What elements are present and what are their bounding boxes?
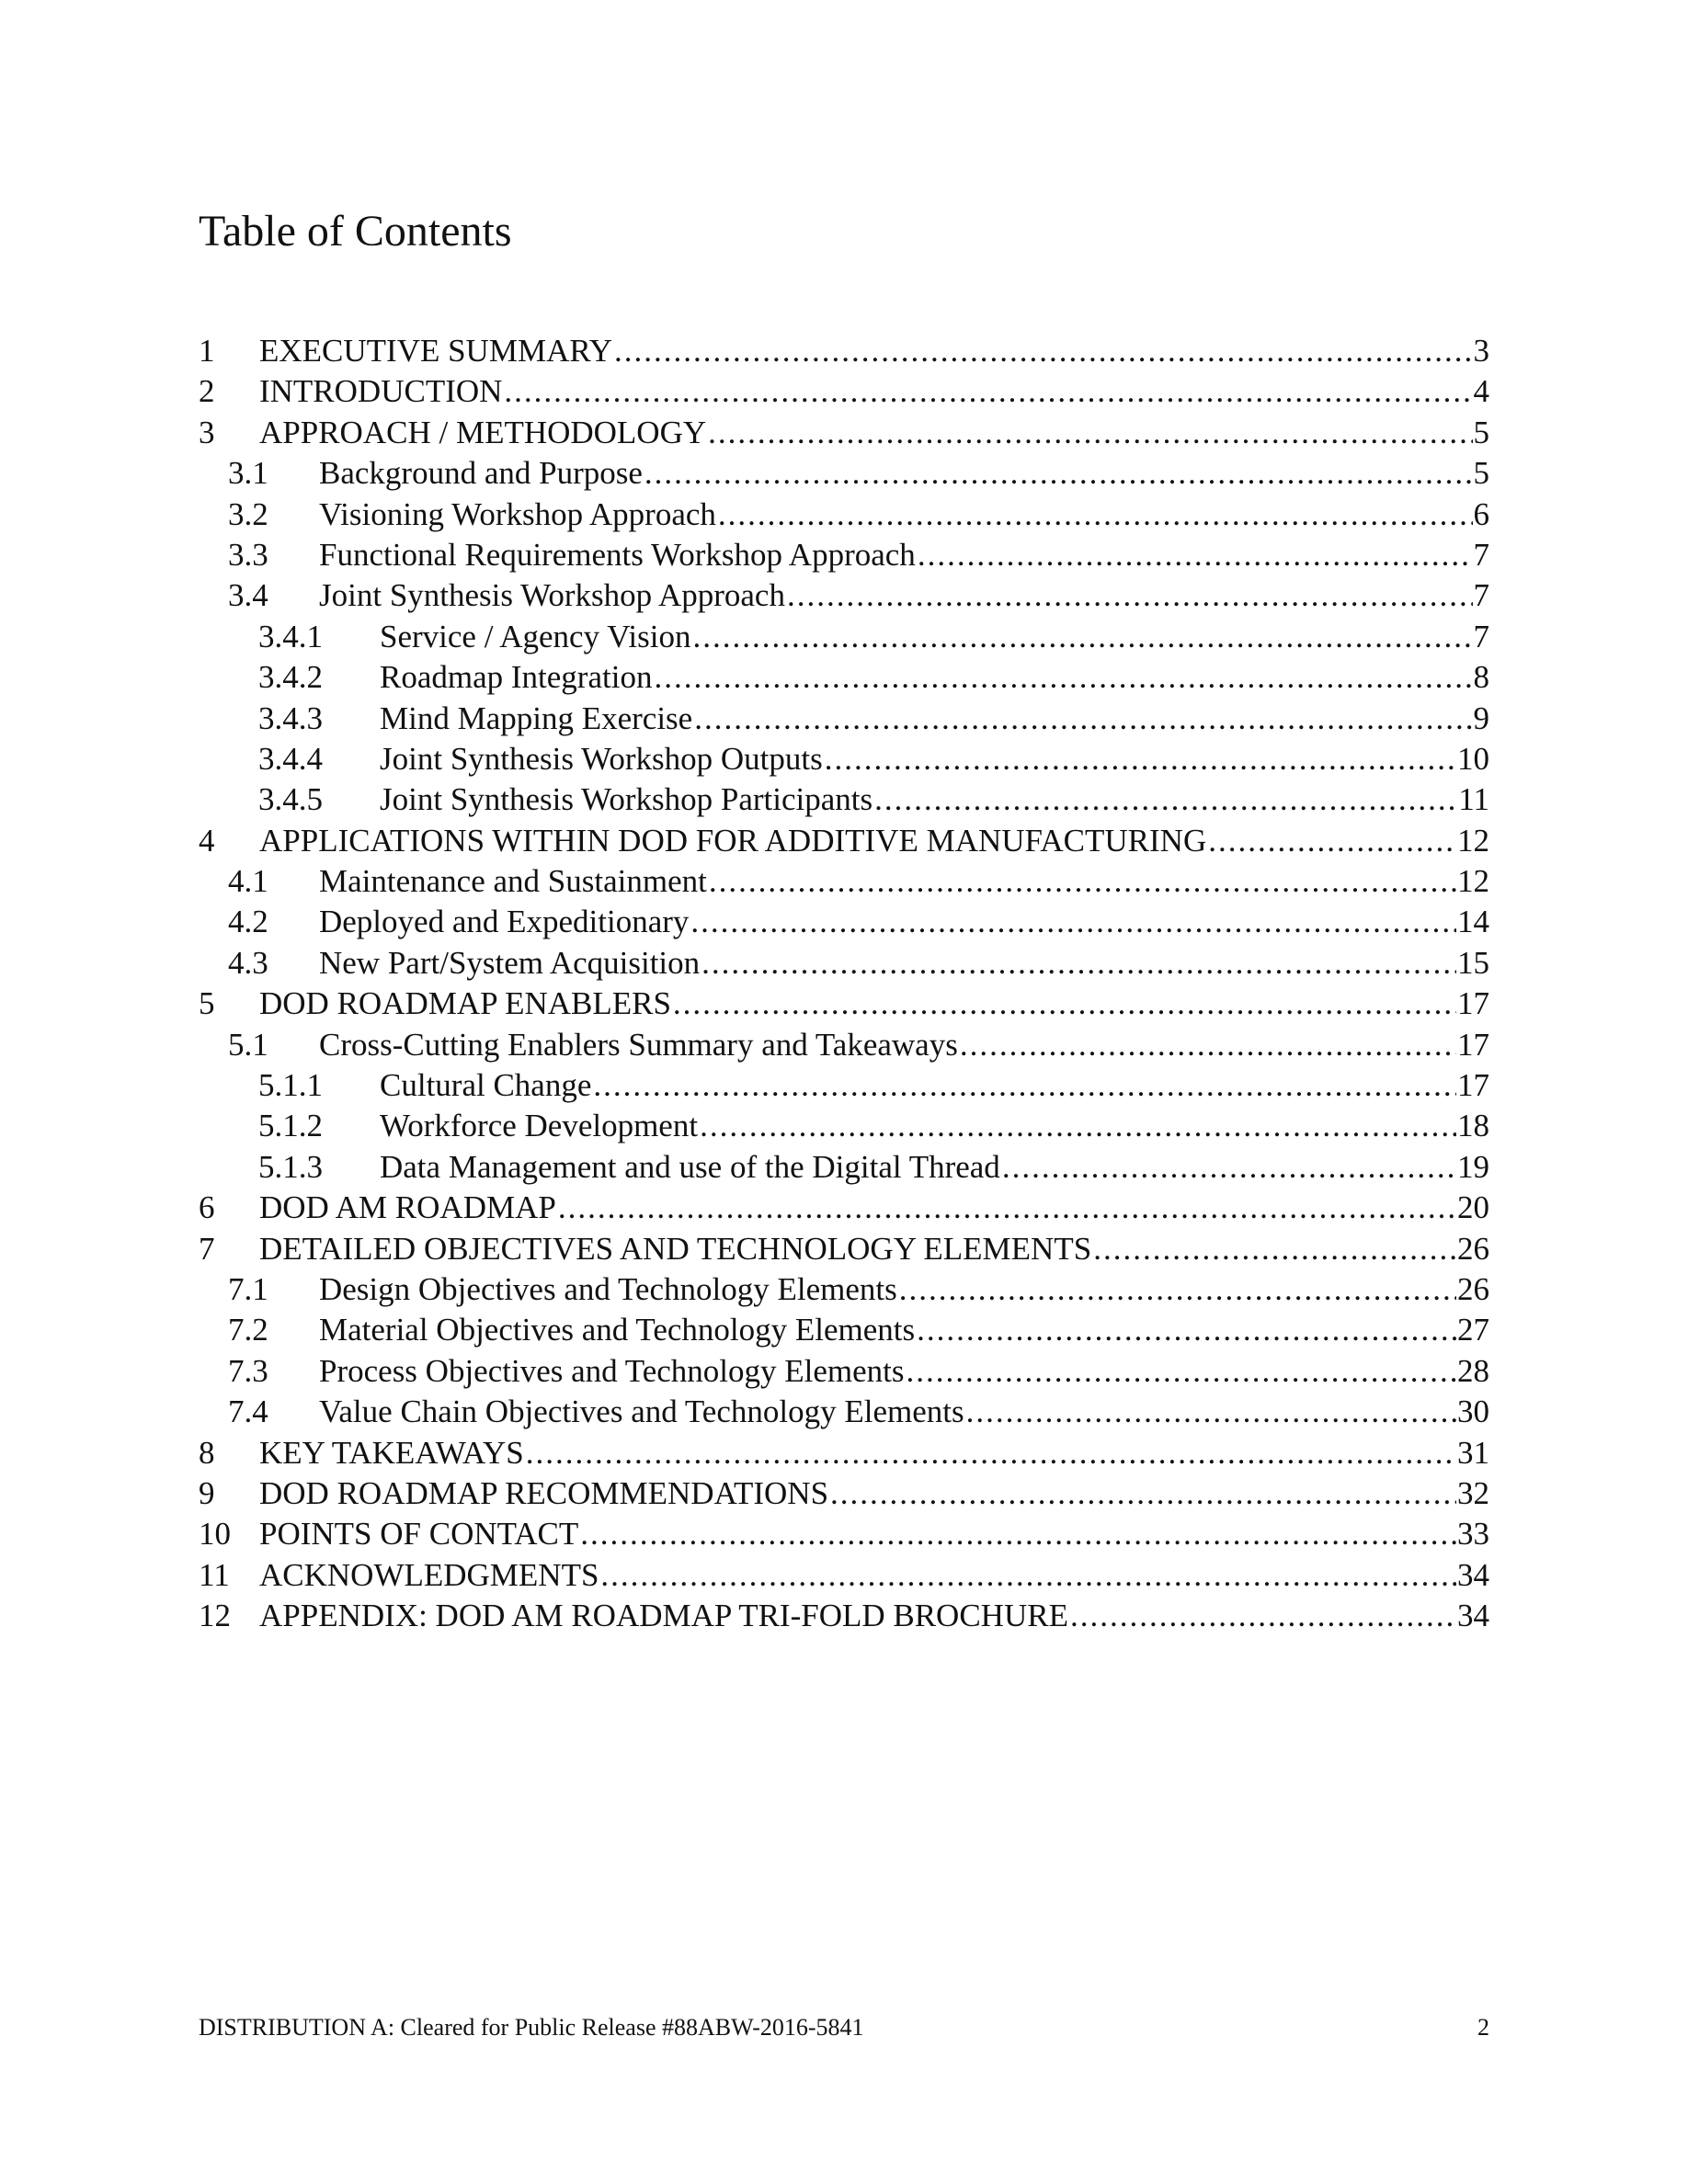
toc-entry-line — [259, 1555, 1489, 1596]
toc-entry-page-number[interactable]: 4 — [1473, 371, 1490, 412]
toc-entry-page-number[interactable]: 5 — [1473, 453, 1490, 494]
toc-entry[interactable] — [199, 413, 1489, 453]
toc-entry-line — [380, 699, 1489, 739]
toc-entry-line — [319, 495, 1489, 535]
toc-entry-number: 3.4.5 — [258, 781, 323, 818]
toc-entry-line — [380, 1106, 1489, 1146]
toc-entry-line — [259, 1514, 1489, 1554]
toc-entry-page-number[interactable]: 9 — [1473, 699, 1490, 739]
toc-entry-title[interactable]: DOD ROADMAP ENABLERS — [259, 984, 673, 1024]
toc-entry[interactable] — [199, 657, 1489, 698]
toc-entry[interactable] — [199, 1269, 1489, 1310]
toc-entry-page-number[interactable]: 12 — [1456, 821, 1489, 861]
toc-entry[interactable] — [199, 453, 1489, 494]
toc-entry-title[interactable]: POINTS OF CONTACT — [259, 1514, 580, 1554]
toc-entry-page-number[interactable]: 5 — [1473, 413, 1490, 453]
toc-entry[interactable] — [199, 1188, 1489, 1228]
toc-entry[interactable] — [199, 699, 1489, 739]
toc-dot-leader — [692, 617, 1472, 657]
toc-entry-number: 3 — [199, 414, 215, 450]
toc-entry[interactable] — [199, 739, 1489, 779]
toc-dot-leader — [718, 495, 1473, 535]
toc-entry[interactable] — [199, 1392, 1489, 1432]
toc-entry-title[interactable]: Workforce Development — [380, 1106, 700, 1146]
toc-dot-leader — [787, 575, 1473, 616]
toc-dot-leader — [906, 1351, 1456, 1392]
toc-entry-title[interactable]: Process Objectives and Technology Elements — [319, 1351, 906, 1392]
toc-entry-number: 5.1.1 — [258, 1067, 323, 1104]
toc-dot-leader — [917, 1310, 1456, 1350]
toc-dot-leader — [580, 1514, 1456, 1554]
toc-entry-number: 11 — [199, 1556, 230, 1593]
toc-entry-page-number[interactable]: 20 — [1456, 1188, 1489, 1228]
toc-entry-page-number[interactable]: 26 — [1456, 1229, 1489, 1269]
toc-dot-leader — [1002, 1147, 1456, 1188]
toc-dot-leader — [700, 1106, 1456, 1146]
toc-entry[interactable] — [199, 1555, 1489, 1596]
toc-entry-page-number[interactable]: 34 — [1456, 1596, 1489, 1636]
toc-dot-leader — [673, 984, 1456, 1024]
toc-entry-number: 3.4.3 — [258, 700, 323, 736]
toc-entry-number: 7.3 — [228, 1352, 268, 1389]
toc-entry-title[interactable]: Data Management and use of the Digital Thread — [380, 1147, 1002, 1188]
toc-entry-page-number[interactable]: 7 — [1473, 617, 1490, 657]
toc-entry-page-number[interactable]: 26 — [1456, 1269, 1489, 1310]
toc-entry-page-number[interactable]: 27 — [1456, 1310, 1489, 1350]
toc-dot-leader — [1208, 821, 1456, 861]
toc-entry-page-number[interactable]: 3 — [1473, 331, 1490, 371]
toc-entry-number: 4 — [199, 822, 215, 859]
toc-entry-title[interactable]: Visioning Workshop Approach — [319, 495, 718, 535]
toc-entry-title[interactable]: DETAILED OBJECTIVES AND TECHNOLOGY ELEMENTS — [259, 1229, 1093, 1269]
toc-entry-page-number[interactable]: 31 — [1456, 1433, 1489, 1473]
toc-entry-title[interactable]: Value Chain Objectives and Technology Elements — [319, 1392, 966, 1432]
toc-entry-title[interactable]: Background and Purpose — [319, 453, 644, 494]
toc-entry[interactable] — [199, 1514, 1489, 1554]
toc-entry-number: 4.1 — [228, 863, 268, 900]
toc-entry-number: 8 — [199, 1434, 215, 1471]
toc-entry[interactable] — [199, 1147, 1489, 1188]
page-title: Table of Contents — [199, 207, 512, 256]
toc-entry-title[interactable]: Joint Synthesis Workshop Participants — [380, 779, 874, 820]
toc-dot-leader — [694, 699, 1472, 739]
toc-dot-leader — [644, 453, 1473, 494]
toc-entry-number: 3.4.4 — [258, 740, 323, 777]
toc-entry-number: 5.1.3 — [258, 1148, 323, 1185]
toc-entry-number: 4.3 — [228, 944, 268, 981]
toc-entry-number: 3.4.1 — [258, 618, 323, 654]
toc-entry-title[interactable]: Functional Requirements Workshop Approach — [319, 535, 918, 575]
toc-dot-leader — [614, 331, 1472, 371]
toc-entry-page-number[interactable]: 18 — [1456, 1106, 1489, 1146]
toc-entry-line — [319, 943, 1489, 984]
toc-entry[interactable] — [199, 821, 1489, 861]
toc-entry-page-number[interactable]: 17 — [1456, 984, 1489, 1024]
toc-entry-title[interactable]: DOD ROADMAP RECOMMENDATIONS — [259, 1473, 830, 1514]
toc-entry-line — [259, 984, 1489, 1024]
toc-entry-number: 7.1 — [228, 1270, 268, 1307]
toc-entry[interactable] — [199, 1310, 1489, 1350]
toc-entry-title[interactable]: KEY TAKEAWAYS — [259, 1433, 526, 1473]
toc-entry[interactable] — [199, 1229, 1489, 1269]
toc-entry-title[interactable]: Material Objectives and Technology Elements — [319, 1310, 917, 1350]
toc-entry-number: 3.2 — [228, 495, 268, 532]
toc-entry-page-number[interactable]: 7 — [1473, 535, 1490, 575]
toc-entry-title[interactable]: New Part/System Acquisition — [319, 943, 701, 984]
toc-entry-line — [380, 779, 1489, 820]
toc-entry-title[interactable]: Deployed and Expeditionary — [319, 902, 690, 942]
toc-dot-leader — [825, 739, 1456, 779]
toc-entry-number: 7.4 — [228, 1393, 268, 1430]
toc-entry-line — [319, 1269, 1489, 1310]
toc-entry-line — [319, 575, 1489, 616]
toc-entry-number: 5.1 — [228, 1026, 268, 1063]
toc-entry-line — [259, 1596, 1489, 1636]
toc-entry-page-number[interactable]: 17 — [1456, 1025, 1489, 1065]
table-of-contents — [199, 331, 1489, 1637]
toc-entry-title[interactable]: Cultural Change — [380, 1065, 593, 1106]
toc-dot-leader — [708, 413, 1472, 453]
toc-entry-number: 3.1 — [228, 455, 268, 492]
toc-entry[interactable] — [199, 861, 1489, 902]
toc-entry-line — [380, 1065, 1489, 1106]
toc-entry-page-number[interactable]: 11 — [1457, 779, 1489, 820]
toc-entry[interactable] — [199, 617, 1489, 657]
toc-entry-title[interactable]: Roadmap Integration — [380, 657, 654, 698]
toc-entry-number: 5.1.2 — [258, 1108, 323, 1144]
toc-entry-title[interactable]: APPLICATIONS WITHIN DOD FOR ADDITIVE MANUFACTURING — [259, 821, 1208, 861]
toc-dot-leader — [701, 943, 1456, 984]
toc-entry-title[interactable]: DOD AM ROADMAP — [259, 1188, 558, 1228]
toc-entry-line — [319, 1351, 1489, 1392]
toc-entry-line — [380, 739, 1489, 779]
toc-entry-page-number[interactable]: 12 — [1456, 861, 1489, 902]
toc-entry-title[interactable]: INTRODUCTION — [259, 371, 504, 412]
toc-entry-title[interactable]: APPENDIX: DOD AM ROADMAP TRI-FOLD BROCHURE — [259, 1596, 1070, 1636]
toc-entry-title[interactable]: Joint Synthesis Workshop Approach — [319, 575, 787, 616]
toc-entry[interactable] — [199, 575, 1489, 616]
toc-entry-line — [319, 861, 1489, 902]
toc-entry-number: 3.4.2 — [258, 659, 323, 696]
toc-entry-number: 1 — [199, 333, 215, 369]
toc-entry-title[interactable]: Mind Mapping Exercise — [380, 699, 694, 739]
toc-entry[interactable] — [199, 371, 1489, 412]
toc-entry-line — [380, 657, 1489, 698]
toc-entry-line — [259, 1188, 1489, 1228]
toc-entry-number: 7.2 — [228, 1312, 268, 1348]
toc-entry-number: 5 — [199, 985, 215, 1022]
toc-dot-leader — [600, 1555, 1456, 1596]
toc-entry[interactable] — [199, 1433, 1489, 1473]
toc-entry-title[interactable]: Service / Agency Vision — [380, 617, 692, 657]
toc-dot-leader — [1070, 1596, 1456, 1636]
toc-entry-page-number[interactable]: 19 — [1456, 1147, 1489, 1188]
toc-entry-line — [319, 535, 1489, 575]
toc-entry-page-number[interactable]: 17 — [1456, 1065, 1489, 1106]
toc-dot-leader — [558, 1188, 1456, 1228]
distribution-statement: DISTRIBUTION A: Cleared for Public Release #88ABW-2016-5841 — [199, 2014, 864, 2041]
toc-entry-title[interactable]: Maintenance and Sustainment — [319, 861, 709, 902]
toc-entry[interactable] — [199, 943, 1489, 984]
toc-entry-title[interactable]: APPROACH / METHODOLOGY — [259, 413, 708, 453]
toc-entry-page-number[interactable]: 28 — [1456, 1351, 1489, 1392]
toc-dot-leader — [1093, 1229, 1456, 1269]
toc-entry-line — [319, 453, 1489, 494]
toc-dot-leader — [504, 371, 1472, 412]
toc-entry-line — [319, 1392, 1489, 1432]
toc-entry-line — [259, 371, 1489, 412]
toc-entry[interactable] — [199, 902, 1489, 942]
toc-entry[interactable] — [199, 1596, 1489, 1636]
toc-entry-number: 10 — [199, 1516, 231, 1553]
toc-entry-title[interactable]: EXECUTIVE SUMMARY — [259, 331, 614, 371]
toc-entry-page-number[interactable]: 7 — [1473, 575, 1490, 616]
toc-entry-line — [259, 1473, 1489, 1514]
toc-entry-line — [319, 1310, 1489, 1350]
toc-dot-leader — [593, 1065, 1456, 1106]
toc-entry-title[interactable]: Cross-Cutting Enablers Summary and Takeaways — [319, 1025, 960, 1065]
toc-entry-title[interactable]: Design Objectives and Technology Elements — [319, 1269, 899, 1310]
toc-dot-leader — [830, 1473, 1456, 1514]
toc-entry-page-number[interactable]: 33 — [1456, 1514, 1489, 1554]
toc-entry-number: 4.2 — [228, 904, 268, 940]
toc-entry-line — [319, 902, 1489, 942]
toc-entry-line — [259, 821, 1489, 861]
toc-dot-leader — [899, 1269, 1456, 1310]
toc-entry-line — [259, 331, 1489, 371]
toc-entry-number: 9 — [199, 1474, 215, 1511]
toc-entry[interactable] — [199, 495, 1489, 535]
toc-entry[interactable] — [199, 1473, 1489, 1514]
toc-entry[interactable] — [199, 331, 1489, 371]
toc-entry[interactable] — [199, 1025, 1489, 1065]
toc-entry-title[interactable]: Joint Synthesis Workshop Outputs — [380, 739, 825, 779]
toc-dot-leader — [966, 1392, 1456, 1432]
toc-entry-page-number[interactable]: 6 — [1473, 495, 1490, 535]
toc-entry[interactable] — [199, 535, 1489, 575]
toc-dot-leader — [654, 657, 1472, 698]
toc-entry-number: 3.3 — [228, 536, 268, 573]
toc-entry-number: 6 — [199, 1189, 215, 1226]
toc-entry-page-number[interactable]: 10 — [1456, 739, 1489, 779]
toc-entry-number: 12 — [199, 1598, 231, 1634]
toc-dot-leader — [526, 1433, 1456, 1473]
toc-entry-line — [259, 413, 1489, 453]
toc-dot-leader — [709, 861, 1456, 902]
toc-entry-line — [319, 1025, 1489, 1065]
toc-entry[interactable] — [199, 1106, 1489, 1146]
toc-entry-page-number[interactable]: 15 — [1456, 943, 1489, 984]
toc-dot-leader — [960, 1025, 1456, 1065]
toc-entry-page-number[interactable]: 14 — [1456, 902, 1489, 942]
toc-entry[interactable] — [199, 984, 1489, 1024]
toc-entry-line — [259, 1433, 1489, 1473]
page-number: 2 — [1477, 2014, 1489, 2041]
toc-dot-leader — [690, 902, 1456, 942]
toc-entry-page-number[interactable]: 30 — [1456, 1392, 1489, 1432]
toc-dot-leader — [918, 535, 1473, 575]
toc-entry-number: 3.4 — [228, 577, 268, 614]
toc-entry-number: 7 — [199, 1230, 215, 1267]
toc-entry[interactable] — [199, 779, 1489, 820]
toc-entry-title[interactable]: ACKNOWLEDGMENTS — [259, 1555, 600, 1596]
toc-entry-page-number[interactable]: 8 — [1473, 657, 1490, 698]
toc-entry-line — [380, 617, 1489, 657]
toc-entry-line — [259, 1229, 1489, 1269]
toc-entry[interactable] — [199, 1351, 1489, 1392]
toc-entry-page-number[interactable]: 34 — [1456, 1555, 1489, 1596]
toc-entry-line — [380, 1147, 1489, 1188]
toc-dot-leader — [874, 779, 1457, 820]
toc-entry-page-number[interactable]: 32 — [1456, 1473, 1489, 1514]
toc-entry-number: 2 — [199, 373, 215, 410]
toc-entry[interactable] — [199, 1065, 1489, 1106]
